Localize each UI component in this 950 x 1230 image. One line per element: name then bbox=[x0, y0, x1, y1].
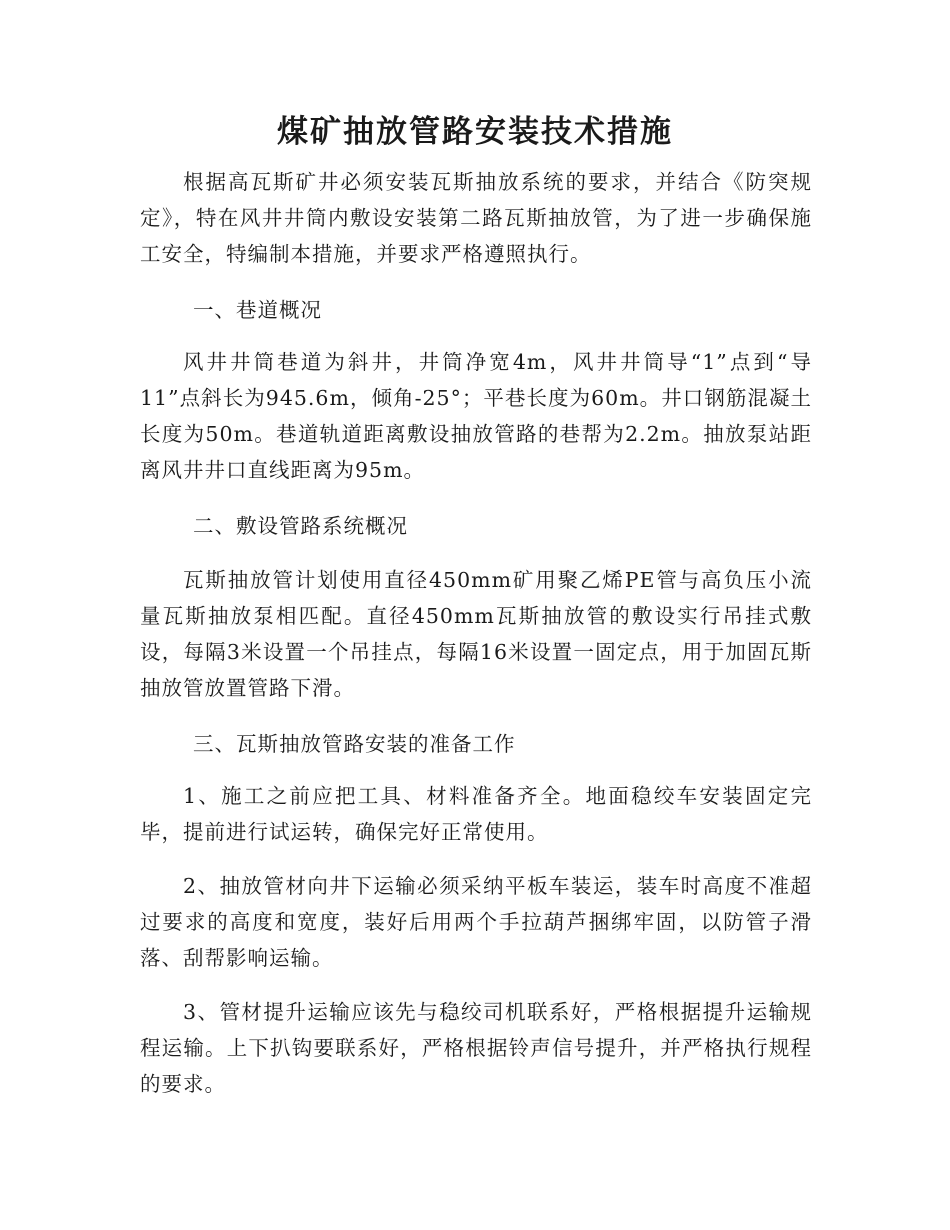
section-2-paragraph-1: 瓦斯抽放管计划使用直径450mm矿用聚乙烯PE管与高负压小流量瓦斯抽放泵相匹配。直径450mm瓦斯抽放管的敷设实行吊挂式敷设，每隔3米设置一个吊挂点，每隔16米设置一固定点，用于加固瓦斯抽放管放置管路下滑。 bbox=[140, 568, 812, 700]
section-3-paragraph-1: 1、施工之前应把工具、材料准备齐全。地面稳绞车安装固定完毕，提前进行试运转，确保完好正常使用。 bbox=[140, 784, 812, 844]
section-2-heading: 二、敷设管路系统概况 bbox=[193, 514, 408, 538]
section-1-paragraph-1: 风井井筒巷道为斜井，井筒净宽4m，风井井筒导“1”点到“导11”点斜长为945.6m，倾角-25°；平巷长度为60m。井口钢筋混凝土长度为50m。巷道轨道距离敷设抽放管路的巷帮为2.2m。抽放泵站距离风井井口直线距离为95m。 bbox=[140, 350, 812, 482]
intro-paragraph: 根据高瓦斯矿井必须安装瓦斯抽放系统的要求，并结合《防突规定》，特在风井井筒内敷设安装第二路瓦斯抽放管，为了进一步确保施工安全，特编制本措施，并要求严格遵照执行。 bbox=[140, 170, 812, 266]
section-3-heading: 三、瓦斯抽放管路安装的准备工作 bbox=[193, 732, 516, 756]
section-3-paragraph-3: 3、管材提升运输应该先与稳绞司机联系好，严格根据提升运输规程运输。上下扒钩要联系好，严格根据铃声信号提升，并严格执行规程的要求。 bbox=[140, 1000, 812, 1096]
section-1-heading: 一、巷道概况 bbox=[193, 298, 322, 322]
page-title: 煤矿抽放管路安装技术措施 bbox=[277, 114, 673, 150]
section-3-paragraph-2: 2、抽放管材向井下运输必须采纳平板车装运，装车时高度不准超过要求的高度和宽度，装好后用两个手拉葫芦捆绑牢固，以防管子滑落、刮帮影响运输。 bbox=[140, 874, 812, 970]
